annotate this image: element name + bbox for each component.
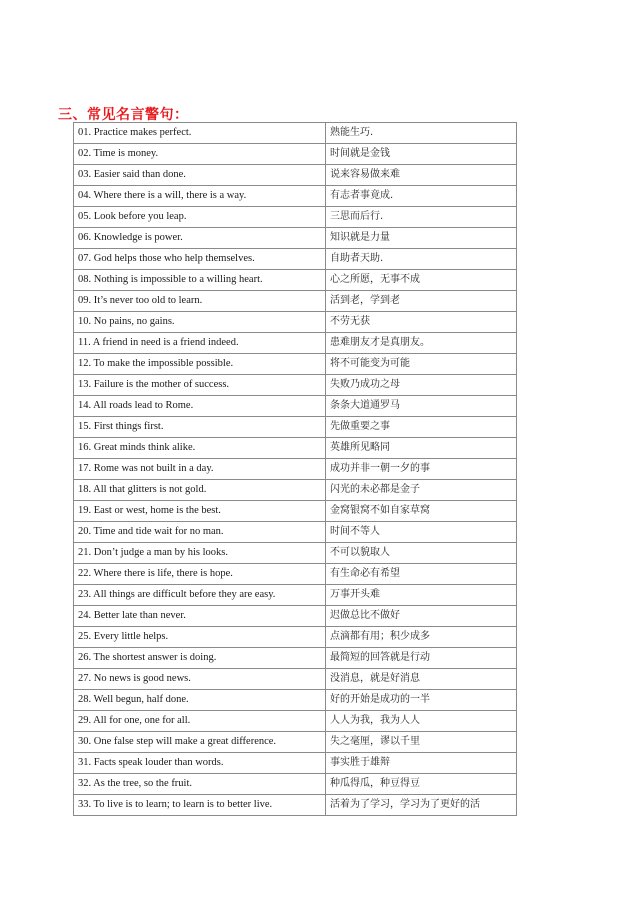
table-row: [74, 690, 517, 711]
english-proverb-cell: 16. Great minds think alike.: [74, 438, 326, 459]
table-row: [74, 438, 517, 459]
english-proverb-cell: 13. Failure is the mother of success.: [74, 375, 326, 396]
table-row: [74, 228, 517, 249]
table-row: [74, 606, 517, 627]
chinese-translation-cell: 闪光的未必都是金子: [326, 480, 517, 501]
english-proverb-cell: 33. To live is to learn; to learn is to better live.: [74, 795, 326, 816]
proverbs-table-body: [74, 123, 517, 816]
english-proverb-cell: 18. All that glitters is not gold.: [74, 480, 326, 501]
chinese-translation-cell: 不可以貌取人: [326, 543, 517, 564]
table-row: [74, 144, 517, 165]
chinese-translation-cell: 活着为了学习，学习为了更好的活: [326, 795, 517, 816]
table-row: [74, 312, 517, 333]
chinese-translation-cell: 好的开始是成功的一半: [326, 690, 517, 711]
english-proverb-cell: 11. A friend in need is a friend indeed.: [74, 333, 326, 354]
chinese-translation-cell: 事实胜于雄辩: [326, 753, 517, 774]
chinese-translation-cell: 最简短的回答就是行动: [326, 648, 517, 669]
english-proverb-cell: 06. Knowledge is power.: [74, 228, 326, 249]
table-row: [74, 711, 517, 732]
english-proverb-cell: 20. Time and tide wait for no man.: [74, 522, 326, 543]
english-proverb-cell: 24. Better late than never.: [74, 606, 326, 627]
english-proverb-cell: 12. To make the impossible possible.: [74, 354, 326, 375]
section-heading: 三、常见名言警句：: [58, 107, 189, 123]
chinese-translation-cell: 不劳无获: [326, 312, 517, 333]
english-proverb-cell: 22. Where there is life, there is hope.: [74, 564, 326, 585]
chinese-translation-cell: 人人为我，我为人人: [326, 711, 517, 732]
english-proverb-cell: 29. All for one, one for all.: [74, 711, 326, 732]
table-row: [74, 207, 517, 228]
chinese-translation-cell: 没消息，就是好消息: [326, 669, 517, 690]
english-proverb-cell: 07. God helps those who help themselves.: [74, 249, 326, 270]
table-row: [74, 795, 517, 816]
table-row: [74, 186, 517, 207]
chinese-translation-cell: 点滴都有用；积少成多: [326, 627, 517, 648]
table-row: [74, 249, 517, 270]
english-proverb-cell: 27. No news is good news.: [74, 669, 326, 690]
table-row: [74, 333, 517, 354]
table-row: [74, 165, 517, 186]
chinese-translation-cell: 将不可能变为可能: [326, 354, 517, 375]
english-proverb-cell: 03. Easier said than done.: [74, 165, 326, 186]
english-proverb-cell: 02. Time is money.: [74, 144, 326, 165]
english-proverb-cell: 14. All roads lead to Rome.: [74, 396, 326, 417]
chinese-translation-cell: 活到老，学到老: [326, 291, 517, 312]
table-row: [74, 270, 517, 291]
english-proverb-cell: 26. The shortest answer is doing.: [74, 648, 326, 669]
chinese-translation-cell: 迟做总比不做好: [326, 606, 517, 627]
chinese-translation-cell: 三思而后行.: [326, 207, 517, 228]
table-row: [74, 774, 517, 795]
chinese-translation-cell: 时间就是金钱: [326, 144, 517, 165]
english-proverb-cell: 30. One false step will make a great difference.: [74, 732, 326, 753]
english-proverb-cell: 25. Every little helps.: [74, 627, 326, 648]
table-row: [74, 522, 517, 543]
chinese-translation-cell: 先做重要之事: [326, 417, 517, 438]
table-row: [74, 627, 517, 648]
english-proverb-cell: 31. Facts speak louder than words.: [74, 753, 326, 774]
chinese-translation-cell: 自助者天助.: [326, 249, 517, 270]
english-proverb-cell: 10. No pains, no gains.: [74, 312, 326, 333]
table-row: [74, 585, 517, 606]
chinese-translation-cell: 心之所愿，无事不成: [326, 270, 517, 291]
english-proverb-cell: 15. First things first.: [74, 417, 326, 438]
english-proverb-cell: 28. Well begun, half done.: [74, 690, 326, 711]
english-proverb-cell: 05. Look before you leap.: [74, 207, 326, 228]
chinese-translation-cell: 熟能生巧.: [326, 123, 517, 144]
english-proverb-cell: 32. As the tree, so the fruit.: [74, 774, 326, 795]
english-proverb-cell: 09. It’s never too old to learn.: [74, 291, 326, 312]
english-proverb-cell: 21. Don’t judge a man by his looks.: [74, 543, 326, 564]
chinese-translation-cell: 失之毫厘，谬以千里: [326, 732, 517, 753]
english-proverb-cell: 19. East or west, home is the best.: [74, 501, 326, 522]
chinese-translation-cell: 时间不等人: [326, 522, 517, 543]
table-row: [74, 501, 517, 522]
chinese-translation-cell: 英雄所见略同: [326, 438, 517, 459]
proverbs-table: [73, 122, 517, 816]
table-row: [74, 753, 517, 774]
table-row: [74, 564, 517, 585]
chinese-translation-cell: 知识就是力量: [326, 228, 517, 249]
table-row: [74, 354, 517, 375]
chinese-translation-cell: 患难朋友才是真朋友。: [326, 333, 517, 354]
chinese-translation-cell: 有生命必有希望: [326, 564, 517, 585]
table-row: [74, 543, 517, 564]
table-row: [74, 291, 517, 312]
table-row: [74, 480, 517, 501]
chinese-translation-cell: 失败乃成功之母: [326, 375, 517, 396]
table-row: [74, 123, 517, 144]
table-row: [74, 669, 517, 690]
table-row: [74, 417, 517, 438]
table-row: [74, 648, 517, 669]
table-row: [74, 375, 517, 396]
table-row: [74, 732, 517, 753]
chinese-translation-cell: 万事开头难: [326, 585, 517, 606]
table-row: [74, 459, 517, 480]
english-proverb-cell: 01. Practice makes perfect.: [74, 123, 326, 144]
english-proverb-cell: 04. Where there is a will, there is a way.: [74, 186, 326, 207]
english-proverb-cell: 23. All things are difficult before they are easy.: [74, 585, 326, 606]
chinese-translation-cell: 有志者事竟成.: [326, 186, 517, 207]
chinese-translation-cell: 说来容易做来难: [326, 165, 517, 186]
english-proverb-cell: 08. Nothing is impossible to a willing heart.: [74, 270, 326, 291]
chinese-translation-cell: 金窝银窝不如自家草窝: [326, 501, 517, 522]
chinese-translation-cell: 成功并非一朝一夕的事: [326, 459, 517, 480]
chinese-translation-cell: 种瓜得瓜，种豆得豆: [326, 774, 517, 795]
table-row: [74, 396, 517, 417]
english-proverb-cell: 17. Rome was not built in a day.: [74, 459, 326, 480]
chinese-translation-cell: 条条大道通罗马: [326, 396, 517, 417]
